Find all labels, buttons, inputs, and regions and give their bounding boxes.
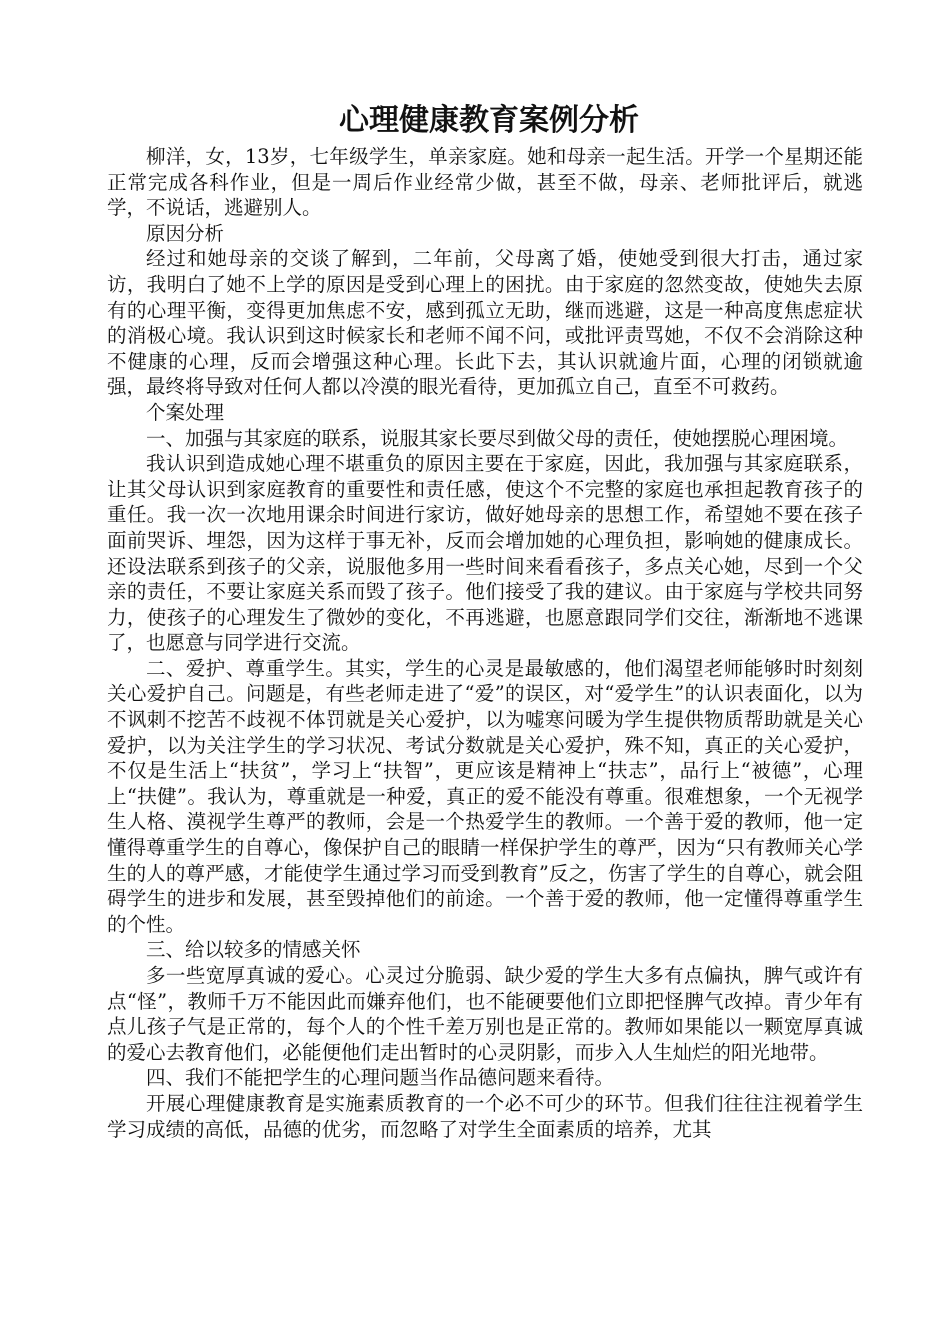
document-body [107,144,863,1142]
paragraph-emotional-care: 多一些宽厚真诚的爱心。心灵过分脆弱、缺少爱的学生大多有点偏执，脾气或许有点“怪”，教师千万不能因此而嫌弃他们，也不能硬要他们立即把怪脾气改掉。青少年有点儿孩子气是正常的，每个人的个性千差万别也是正常的。教师如果能以一颗宽厚真诚的爱心去教育他们，必能便他们走出暂时的心灵阴影，而步入人生灿烂的阳光地带。 [107,964,863,1064]
paragraph-case-description: 柳洋，女，13岁，七年级学生，单亲家庭。她和母亲一起生活。开学一个星期还能正常完成各科作业，但是一周后作业经常少做，甚至不做，母亲、老师批评后，就逃学，不说话，逃避别人。 [107,145,863,220]
heading-case-handling: 个案处理 [146,400,225,424]
document-page [107,98,863,1142]
document-title: 心理健康教育案例分析 [339,103,639,138]
paragraph-step-two: 二、爱护、尊重学生。其实，学生的心灵是最敏感的，他们渴望老师能够时时刻刻关心爱护自己。问题是，有些老师走进了“爱”的误区，对“爱学生”的认识表面化，以为不讽刺不挖苦不歧视不体罚就是关心爱护，以为嘘寒问暖为学生提供物质帮助就是关心爱护，以为关注学生的学习状况、考试分数就是关心爱护，殊不知，真正的关心爱护，不仅是生活上“扶贫”，学习上“扶智”，更应该是精神上“扶志”，品行上“被德”，心理上“扶健”。我认为，尊重就是一种爱，真正的爱不能没有尊重。很难想象，一个无视学生人格、漠视学生尊严的教师，会是一个热爱学生的教师。一个善于爱的教师，他一定懂得尊重学生的自尊心，像保护自己的眼睛一样保护学生的尊严，因为“只有教师关心学生的人的尊严感，才能使学生通过学习而受到教育”反之，伤害了学生的自尊心，就会阻碍学生的进步和发展，甚至毁掉他们的前途。一个善于爱的教师，他一定懂得尊重学生的个性。 [107,656,863,936]
heading-cause-analysis: 原因分析 [146,221,225,245]
paragraph-step-one: 一、加强与其家庭的联系，说服其家长要尽到做父母的责任，使她摆脱心理困境。 [146,426,849,450]
paragraph-cause-analysis: 经过和她母亲的交谈了解到，二年前，父母离了婚，使她受到很大打击，通过家访，我明白了她不上学的原因是受到心理上的困扰。由于家庭的忽然变故，使她失去原有的心理平衡，变得更加焦虑不安，感到孤立无助，继而逃避，这是一种高度焦虑症状的消极心境。我认识到这时候家长和老师不闻不问，或批评责骂她，不仅不会消除这种不健康的心理，反而会增强这种心理。长此下去，其认识就逾片面，心理的闭锁就逾强，最终将导致对任何人都以冷漠的眼光看待，更加孤立自己，直至不可救药。 [107,247,863,399]
paragraph-mental-health-education: 开展心理健康教育是实施素质教育的一个必不可少的环节。但我们往往注视着学生学习成绩的高低，品德的优劣，而忽略了对学生全面素质的培养，尤其 [107,1091,863,1141]
paragraph-step-four: 四、我们不能把学生的心理问题当作品德问题来看待。 [146,1066,615,1090]
paragraph-step-three: 三、给以较多的情感关怀 [146,938,361,962]
paragraph-family-contact: 我认识到造成她心理不堪重负的原因主要在于家庭，因此，我加强与其家庭联系，让其父母认识到家庭教育的重要性和责任感，使这个不完整的家庭也承担起教育孩子的重任。我一次一次地用课余时间进行家访，做好她母亲的思想工作，希望她不要在孩子面前哭诉、埋怨，因为这样于事无补，反而会增加她的心理负担，影响她的健康成长。还设法联系到孩子的父亲，说服他多用一些时间来看看孩子，多点关心她，尽到一个父亲的责任，不要让家庭关系而毁了孩子。他们接受了我的建议。由于家庭与学校共同努力，使孩子的心理发生了微妙的变化，不再逃避，也愿意跟同学们交往，渐渐地不逃课了，也愿意与同学进行交流。 [107,452,863,655]
